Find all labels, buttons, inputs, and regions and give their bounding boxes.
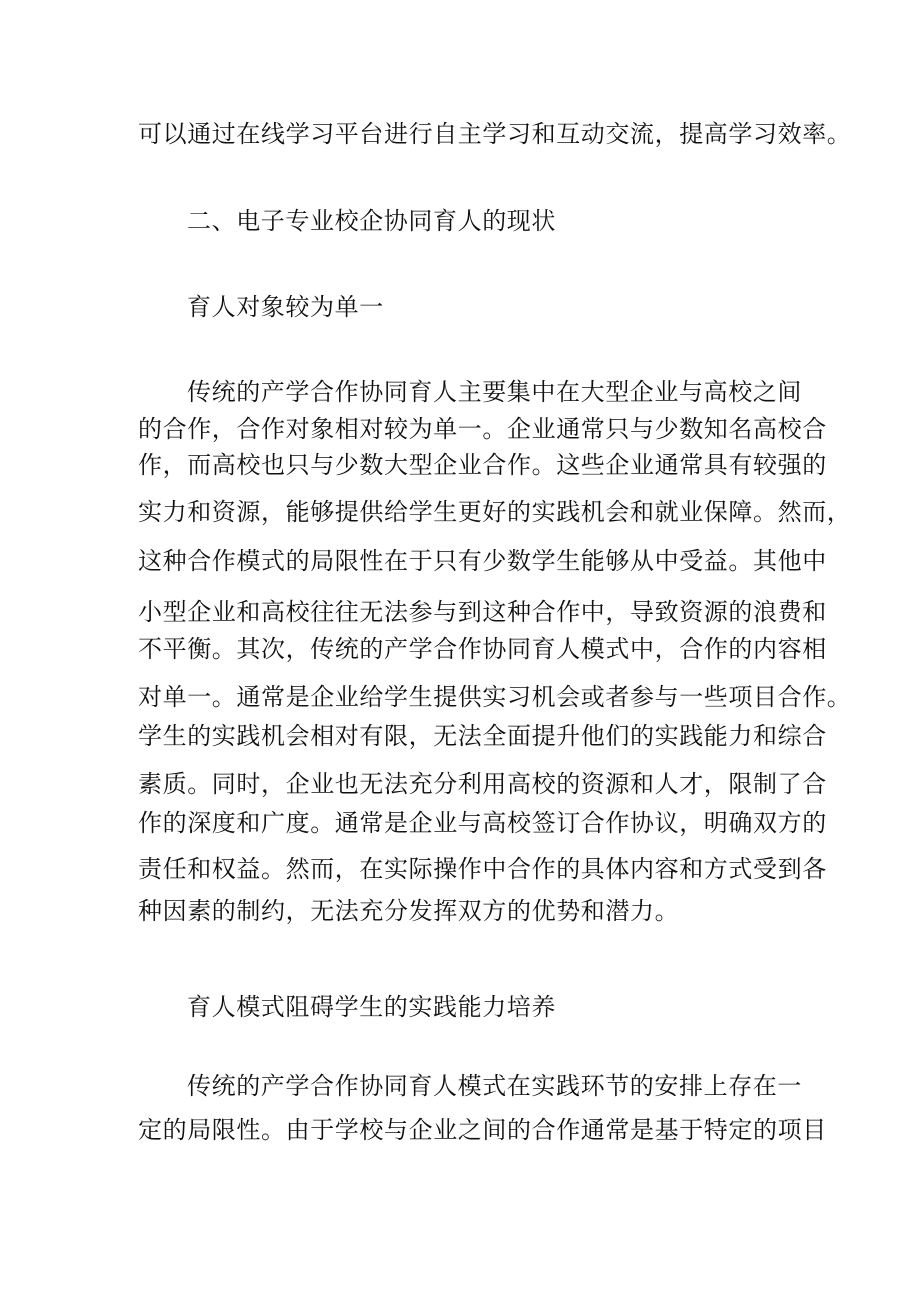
subheading: 育人模式阻碍学生的实践能力培养 [187,993,556,1021]
paragraph-line: 素质。同时，企业也无法充分利用高校的资源和人才，限制了合 [138,770,827,798]
paragraph-line: 不平衡。其次，传统的产学合作协同育人模式中，合作的内容相 [138,635,827,663]
paragraph-line: 定的局限性。由于学校与企业之间的合作通常是基于特定的项目 [138,1116,827,1144]
paragraph-line: 这种合作模式的局限性在于只有少数学生能够从中受益。其他中 [138,547,827,575]
subheading: 育人对象较为单一 [187,293,384,321]
paragraph-line: 的合作，合作对象相对较为单一。企业通常只与少数知名高校合 [138,415,827,443]
paragraph-line: 传统的产学合作协同育人主要集中在大型企业与高校之间 [187,378,802,406]
paragraph-line: 责任和权益。然而，在实际操作中合作的具体内容和方式受到各 [138,855,827,883]
paragraph-line: 小型企业和高校往往无法参与到这种合作中，导致资源的浪费和 [138,598,827,626]
paragraph-line: 作，而高校也只与少数大型企业合作。这些企业通常具有较强的 [138,451,827,479]
paragraph-line: 实力和资源，能够提供给学生更好的实践机会和就业保障。然而， [138,498,852,526]
paragraph-line: 作的深度和广度。通常是企业与高校签订合作协议，明确双方的 [138,809,827,837]
paragraph-line: 传统的产学合作协同育人模式在实践环节的安排上存在一 [187,1072,802,1100]
section-heading: 二、电子专业校企协同育人的现状 [187,207,556,235]
paragraph-line: 可以通过在线学习平台进行自主学习和互动交流，提高学习效率。 [138,120,852,148]
paragraph-line: 对单一。通常是企业给学生提供实习机会或者参与一些项目合作。 [138,683,852,711]
paragraph-line: 种因素的制约，无法充分发挥双方的优势和潜力。 [138,897,680,925]
paragraph-line: 学生的实践机会相对有限，无法全面提升他们的实践能力和综合 [138,722,827,750]
